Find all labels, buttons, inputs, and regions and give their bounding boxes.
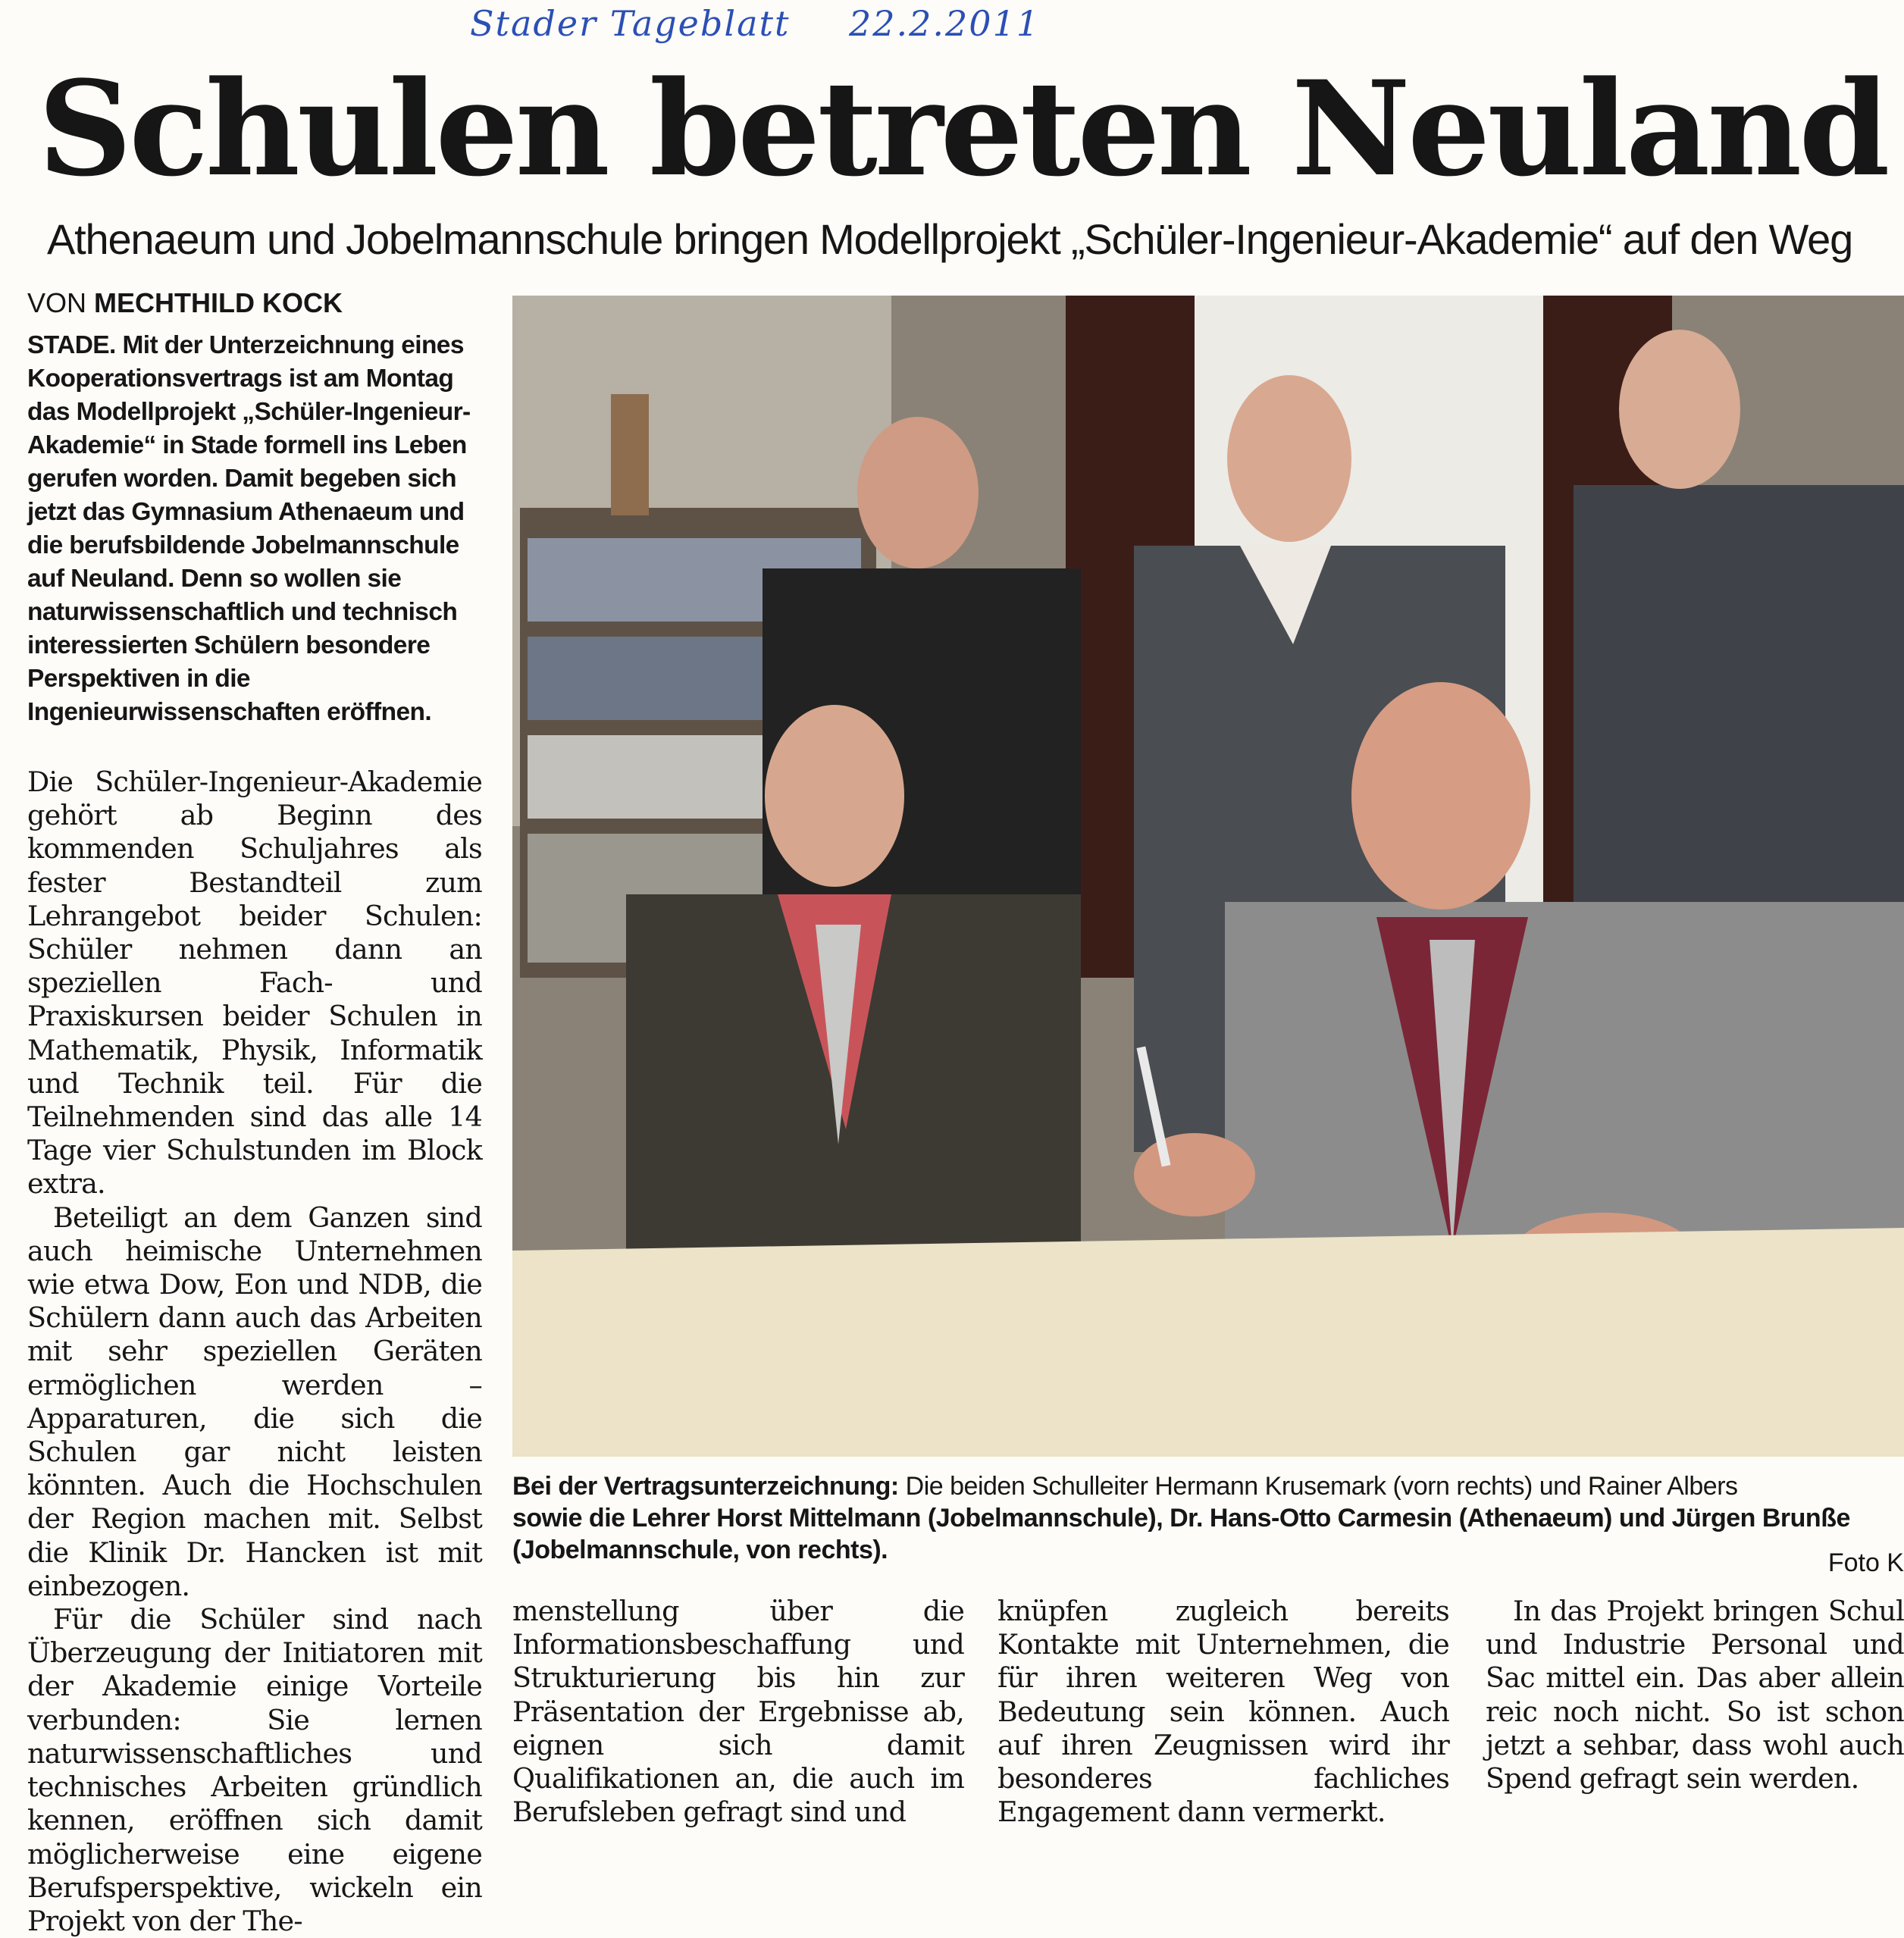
article-photo: [512, 296, 1904, 1457]
photo-illustration: [512, 296, 1904, 1457]
article-paragraph-3b: menstellung über die Informationsbeschaffung und Strukturierung bis hin zur Präsentation der Ergebnisse ab, eignen sich damit Qualifikationen an, die auch im Berufsleben gefragt sind und: [512, 1595, 964, 1829]
caption-line-1-text: Die beiden Schulleiter Hermann Krusemark (vorn rechts) und Rainer Albers: [898, 1472, 1738, 1501]
article-column-2: [512, 1595, 964, 1829]
caption-line-1: [512, 1470, 1904, 1502]
caption-line-3: (Jobelmannschule, von rechts).: [512, 1536, 888, 1564]
article-paragraph-1: Die Schüler-Ingenieur-Akademie gehört ab Beginn des kommenden Schuljahres als fester Bestandteil zum Lehrangebot beider Schulen: Schüler nehmen dann an speziellen Fach- und Praxiskursen beider Schulen in Mathematik, Physik, Informatik und Technik teil. Für die Teilnehmenden sind das alle 14 Tage vier Schulstunden im Block extra.: [27, 765, 482, 1201]
article-byline: [27, 283, 512, 323]
article-column-3: [997, 1595, 1449, 1829]
handwritten-date: 22.2.2011: [849, 3, 1041, 44]
handwritten-annotation: [470, 3, 1046, 49]
caption-bold-intro: Bei der Vertragsunterzeichnung:: [512, 1472, 899, 1501]
caption-line-2: sowie die Lehrer Horst Mittelmann (Jobelmannschule), Dr. Hans-Otto Carmesin (Athenaeum) und Jürgen Brunße: [512, 1504, 1850, 1533]
article-column-1: [27, 765, 482, 1937]
article-paragraph-3c: knüpfen zugleich bereits Kontakte mit Unternehmen, die für ihren weiteren Weg von Bedeutung sein können. Auch auf ihren Zeugnissen wird ihr besonderes fachliches Engagement dann vermerkt.: [997, 1595, 1449, 1829]
article-paragraph-3a: Für die Schüler sind nach Überzeugung der Initiatoren mit der Akademie einige Vorteile verbunden: Sie lernen naturwissenschaftliches und technisches Arbeiten gründlich kennen, eröffnen sich damit möglicherweise eine eigene Berufsperspektive, wickeln ein Projekt von der The-: [27, 1603, 482, 1937]
photo-credit: Foto K: [1827, 1548, 1904, 1577]
article-paragraph-4: In das Projekt bringen Schul und Industrie Personal und Sac mittel ein. Das aber allein reic noch nicht. So ist schon jetzt a sehbar, dass wohl auch Spend gefragt sein werden.: [1486, 1595, 1904, 1796]
handwritten-newspaper-name: Stader Tageblatt: [470, 3, 791, 44]
article-paragraph-2: Beteiligt an dem Ganzen sind auch heimische Unternehmen wie etwa Dow, Eon und NDB, die Schülern dann auch das Arbeiten mit sehr speziellen Geräten ermöglichen werden – Apparaturen, die sich die Schulen gar nicht leisten könnten. Auch die Hochschulen der Region machen mit. Selbst die Klinik Dr. Hancken ist mit einbezogen.: [27, 1201, 482, 1602]
article-headline: Schulen betreten Neuland: [38, 52, 1887, 205]
byline-prefix: VON: [27, 287, 87, 318]
byline-author: MECHTHILD KOCK: [94, 287, 343, 318]
article-column-4: [1486, 1595, 1904, 1814]
statue: [611, 394, 649, 515]
article-lead: STADE. Mit der Unterzeichnung eines Kooperationsvertrags ist am Montag das Modellprojekt „Schüler-Ingenieur-Akademie“ in Stade formell ins Leben gerufen worden. Damit begeben sich jetzt das Gymnasium Athenaeum und die berufsbildende Jobelmannschule auf Neuland. Denn so wollen sie naturwissenschaftlich und technisch interessierten Schülern besondere Perspektiven in die Ingenieurwissenschaften eröffnen.: [27, 331, 471, 726]
article-subheadline: Athenaeum und Jobelmannschule bringen Modellprojekt „Schüler-Ingenieur-Akademie“ auf den Weg: [47, 215, 1853, 263]
table-document: [512, 1228, 1904, 1457]
